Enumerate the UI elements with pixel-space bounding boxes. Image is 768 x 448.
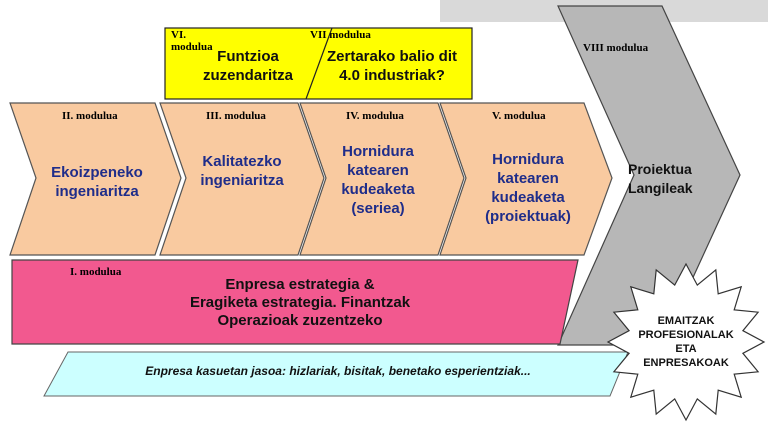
module-7-label: VII modulua bbox=[310, 29, 371, 41]
module-6-title-line: Funtzioa bbox=[217, 48, 279, 65]
module-2-title-line: ingeniaritza bbox=[55, 183, 139, 200]
results-star-text bbox=[610, 314, 762, 370]
module-5-title-line: katearen bbox=[497, 170, 559, 187]
module-8-title-line: Proiektua bbox=[628, 161, 692, 177]
module-7-title-line: Zertarako balio dit bbox=[326, 48, 458, 65]
module-3-title bbox=[180, 152, 304, 190]
module-5-title-line: Hornidura bbox=[492, 151, 564, 168]
module-2-title bbox=[30, 163, 164, 201]
module-4-title-line: Hornidura bbox=[342, 143, 414, 160]
module-8-title bbox=[628, 160, 693, 198]
module-6-title-line: zuzendaritza bbox=[202, 67, 293, 84]
module-1-title-line: Eragiketa estrategia. Finantzak bbox=[189, 294, 411, 311]
results-star-line: ETA bbox=[675, 343, 697, 355]
module-1-title-line: Enpresa estrategia & bbox=[225, 276, 375, 293]
module-4-title-line: (seriea) bbox=[351, 200, 405, 217]
module-2-title-line: Ekoizpeneko bbox=[51, 164, 143, 181]
module-4-title-line: kudeaketa bbox=[341, 181, 415, 198]
cases-bar-text: Enpresa kasuetan jasoa: hizlariak, bisitak, benetako esperientziak... bbox=[145, 364, 531, 378]
module-8-label: VIII modulua bbox=[583, 42, 649, 54]
results-star-line: ENPRESAKOAK bbox=[643, 357, 729, 369]
module-4-label: IV. modulua bbox=[346, 110, 404, 122]
module-1-label: I. modulua bbox=[70, 266, 122, 278]
module-1-title-line: Operazioak zuzentzeko bbox=[217, 312, 383, 329]
module-3-title-line: ingeniaritza bbox=[200, 172, 284, 189]
module-2-label: II. modulua bbox=[62, 110, 118, 122]
module-5-title bbox=[466, 150, 590, 226]
module-4-title bbox=[320, 142, 436, 218]
module-1-title bbox=[140, 276, 460, 330]
results-star-line: EMAITZAK bbox=[657, 315, 715, 327]
module-6-label-line: modulua bbox=[171, 41, 213, 53]
module-6-title bbox=[196, 47, 300, 85]
results-star-line: PROFESIONALAK bbox=[638, 329, 734, 341]
module-3-label: III. modulua bbox=[206, 110, 266, 122]
module-8-title-line: Langileak bbox=[628, 180, 693, 196]
module-4-title-line: katearen bbox=[347, 162, 409, 179]
module-7-title-line: 4.0 industriak? bbox=[339, 67, 445, 84]
module-5-label: V. modulua bbox=[492, 110, 546, 122]
module-5-title-line: (proiektuak) bbox=[485, 208, 571, 225]
module-5-title-line: kudeaketa bbox=[491, 189, 565, 206]
module-6-label-line: VI. bbox=[171, 29, 186, 41]
module-3-title-line: Kalitatezko bbox=[202, 153, 282, 170]
module-7-title bbox=[312, 47, 472, 85]
